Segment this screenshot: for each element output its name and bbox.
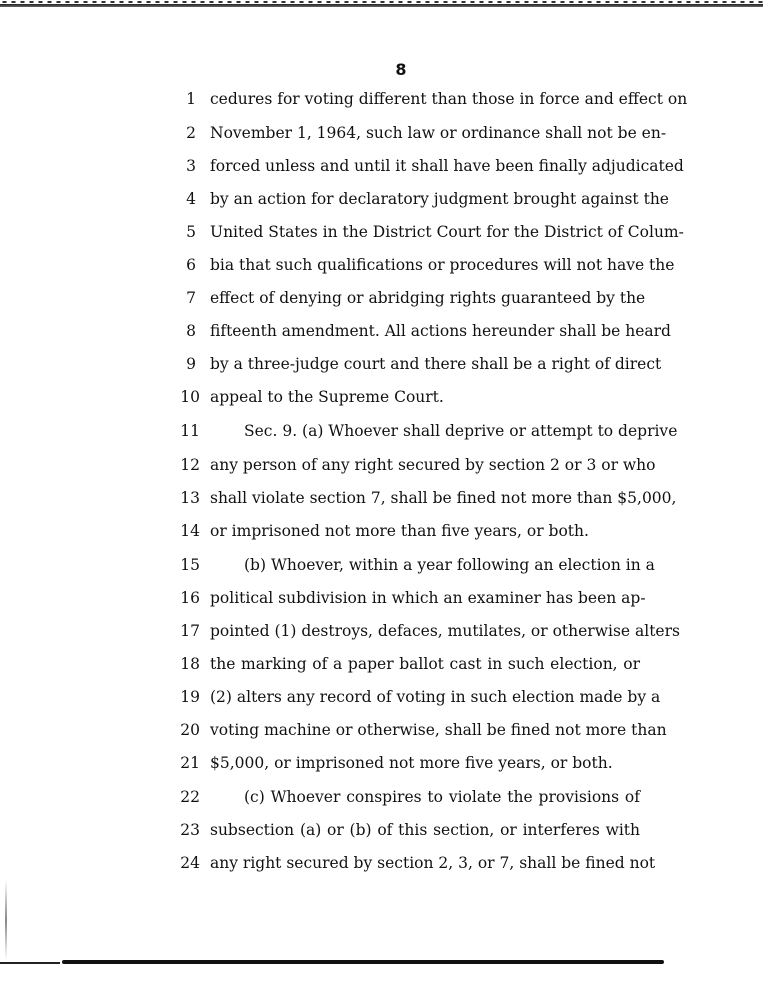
line-number: 8 [186,322,196,340]
text-line [0,219,763,245]
page-number: 8 [395,60,407,79]
line-number: 1 [186,90,196,108]
line-number: 13 [180,489,200,507]
text-line [0,784,763,810]
line-number: 14 [180,522,200,540]
line-number: 21 [180,754,200,772]
line-text: by an action for declaratory judgment brought against the [210,190,669,208]
line-text: (c) Whoever conspires to violate the provisions of [244,788,640,806]
text-line [0,585,763,611]
line-number: 4 [186,190,196,208]
line-number: 20 [180,721,200,739]
line-number: 11 [180,422,200,440]
line-text: forced unless and until it shall have been finally adjudicated [210,157,684,175]
line-number: 18 [180,655,200,673]
line-text: effect of denying or abridging rights guaranteed by the [210,289,646,307]
line-text: bia that such qualifications or procedures will not have the [210,256,675,274]
top-border-rule [0,4,763,7]
text-line [0,552,763,578]
line-text: voting machine or otherwise, shall be fined not more than [210,721,667,739]
line-number: 12 [180,456,200,474]
text-line [0,186,763,212]
line-text: (b) Whoever, within a year following an election in a [244,556,655,574]
line-number: 16 [180,589,200,607]
text-line [0,817,763,843]
text-line [0,86,763,112]
line-number: 5 [186,223,196,241]
bottom-border-rule [62,960,664,964]
text-line [0,618,763,644]
text-line [0,384,763,410]
line-text: by a three-judge court and there shall be a right of direct [210,355,662,373]
line-text: shall violate section 7, shall be fined not more than $5,000, [210,489,677,507]
text-line [0,651,763,677]
margin-mark [5,880,7,960]
line-number: 2 [186,124,196,142]
line-text: pointed (1) destroys, defaces, mutilates, or otherwise alters [210,622,680,640]
text-line [0,850,763,876]
text-line [0,750,763,776]
text-line [0,418,763,444]
bottom-left-rule [0,962,60,964]
line-number: 15 [180,556,200,574]
line-text: or imprisoned not more than five years, or both. [210,522,589,540]
line-text: political subdivision in which an examiner has been ap- [210,589,646,607]
line-text: $5,000, or imprisoned not more five years, or both. [210,754,613,772]
line-number: 10 [180,388,200,406]
line-number: 6 [186,256,196,274]
line-number: 19 [180,688,200,706]
line-number: 23 [180,821,200,839]
line-text: the marking of a paper ballot cast in such election, or [210,655,640,673]
line-text: fifteenth amendment. All actions hereunder shall be heard [210,322,671,340]
line-text: Sec. 9. (a) Whoever shall deprive or attempt to deprive [244,422,678,440]
line-number: 3 [186,157,196,175]
line-text: any right secured by section 2, 3, or 7, shall be fined not [210,854,656,872]
line-number: 7 [186,289,196,307]
text-line [0,351,763,377]
line-text: appeal to the Supreme Court. [210,388,444,406]
text-line [0,485,763,511]
text-line [0,153,763,179]
line-text: any person of any right secured by section 2 or 3 or who [210,456,656,474]
text-line [0,717,763,743]
line-number: 22 [180,788,200,806]
line-text: (2) alters any record of voting in such election made by a [210,688,661,706]
line-number: 9 [186,355,196,373]
line-text: November 1, 1964, such law or ordinance shall not be en- [210,124,667,142]
text-line [0,452,763,478]
line-text: cedures for voting different than those in force and effect on [210,90,688,108]
text-line [0,252,763,278]
text-line [0,120,763,146]
line-text: subsection (a) or (b) of this section, or interferes with [210,821,640,839]
text-line [0,518,763,544]
line-number: 24 [180,854,200,872]
line-number: 17 [180,622,200,640]
text-line [0,285,763,311]
text-line [0,684,763,710]
text-line [0,318,763,344]
line-text: United States in the District Court for the District of Colum- [210,223,684,241]
